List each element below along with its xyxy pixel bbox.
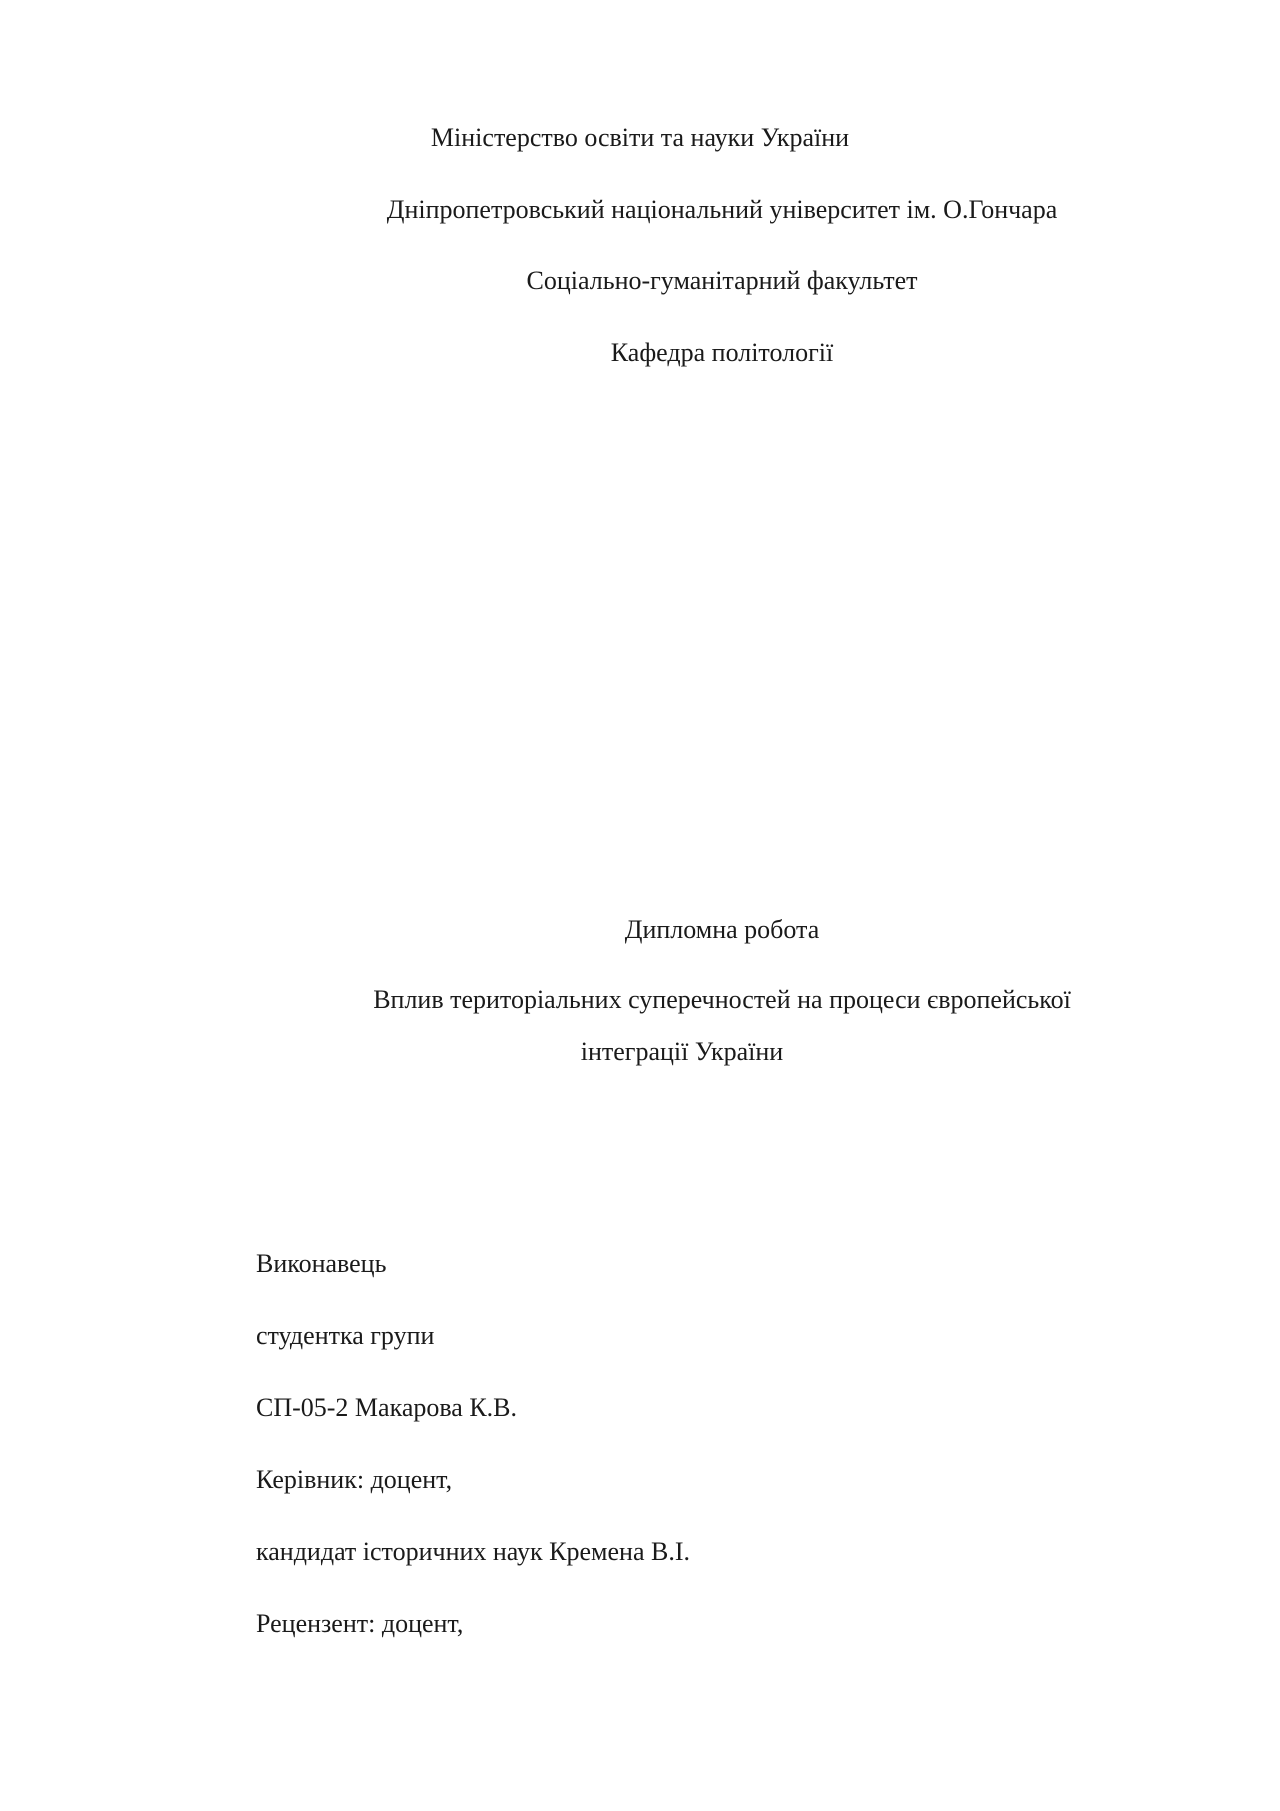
supervisor-label: Керівник: доцент, [256,1465,453,1494]
reviewer-label: Рецензент: доцент, [256,1609,464,1638]
performer-label: Виконавець [256,1249,387,1278]
group-line: СП-05-2 Макарова К.В. [256,1393,518,1422]
department-line: Кафедра політології [610,338,834,367]
work-type: Дипломна робота [624,915,820,944]
faculty-line: Соціально-гуманітарний факультет [526,266,918,295]
work-title-line-2: інтеграції України [580,1037,784,1066]
supervisor-name: кандидат історичних наук Кремена В.І. [256,1537,690,1566]
student-line: студентка групи [256,1321,435,1350]
ministry-line: Міністерство освіти та науки України [430,123,850,152]
university-line: Дніпропетровський національний університет ім. О.Гончара [386,195,1058,224]
work-title-line-1: Вплив територіальних суперечностей на процеси європейської [373,985,1071,1014]
